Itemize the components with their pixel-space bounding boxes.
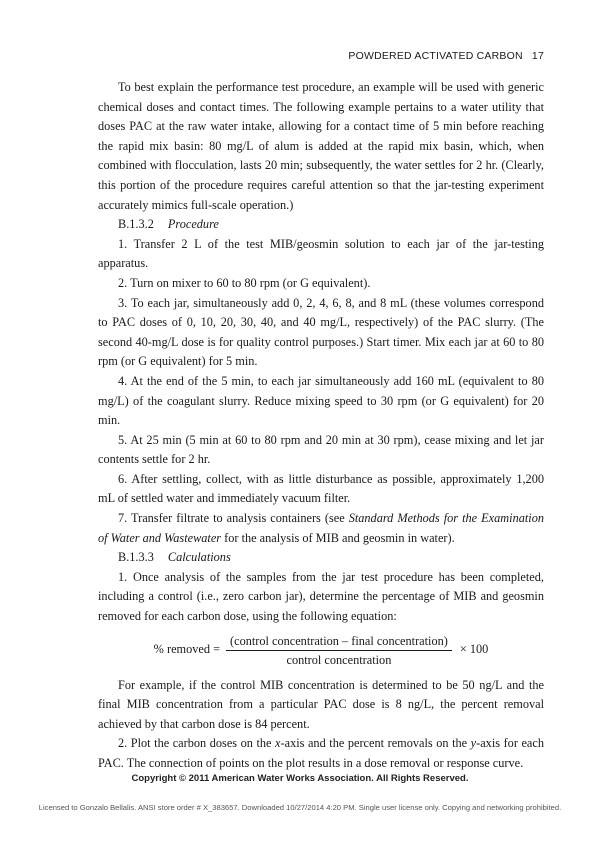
procedure-step-7 xyxy=(98,509,544,548)
procedure-step-3: 3. To each jar, simultaneously add 0, 2, 4, 6, 8, and 8 mL (these volumes correspond to PAC doses of 0, 10, 20, 30, 40, and 40 mg/L, respectively) of the PAC slurry. (The second 40-mg/L dose is for quality control purposes.) Start timer. Mix each jar at 60 to 80 rpm (or G equivalent) for 5 min. xyxy=(98,295,544,369)
procedure-heading xyxy=(98,215,544,235)
procedure-step-2: 2. Turn on mixer to 60 to 80 rpm (or G equivalent). xyxy=(118,275,371,290)
example-paragraph: For example, if the control MIB concentration is determined to be 50 ng/L and the final MIB concentration from a particular PAC dose is 8 ng/L, the percent removal achieved by that carbon dose is 84 percent. xyxy=(98,677,544,731)
running-title: POWDERED ACTIVATED CARBON xyxy=(348,50,523,62)
intro-paragraph: To best explain the performance test procedure, an example will be used with generic chemical doses and contact times. The following example pertains to a water utility that doses PAC at the raw water intake, allowing for a contact time of 5 min before reaching the rapid mix basin: 80 mg/L of alum is added at the rapid mix basin, which, when combined with flocculation, lasts 20 min; subsequently, the water settles for 2 hr. (Clearly, this portion of the procedure requires careful attention so that the jar-testing experiment accurately mimics full-scale operation.) xyxy=(98,80,544,212)
calculations-heading-number: B.1.3.3 xyxy=(118,550,154,565)
procedure-step-6: 6. After settling, collect, with as little disturbance as possible, approximately 1,200 mL of settled water and immediately vacuum filter. xyxy=(98,471,544,506)
standard-methods-title: Standard Methods for the Examination of Water and Wastewater xyxy=(98,511,544,545)
license-notice: Licensed to Gonzalo Bellalis. ANSI store order # X_383657. Downloaded 10/27/2014 4:20 PM. Single user license only. Copying and networking prohibited. xyxy=(38,803,562,812)
procedure-step-4: 4. At the end of the 5 min, to each jar simultaneously add 160 mL (equivalent to 80 mg/L) of the coagulant slurry. Reduce mixing speed to 30 rpm (or G equivalent) for 20 min. xyxy=(98,373,544,428)
running-header xyxy=(348,50,544,62)
equation-lhs: % removed = xyxy=(153,642,221,657)
copyright-notice: Copyright © 2011 American Water Works Association. All Rights Reserved. xyxy=(131,773,469,784)
calculations-heading xyxy=(98,548,544,568)
procedure-heading-title: Procedure xyxy=(167,217,219,232)
calc2-text-end: -axis for each PAC. The connection of points on the plot results in a dose removal or response curve. xyxy=(98,736,544,770)
equation-fraction xyxy=(226,633,452,668)
procedure-step-5: 5. At 25 min (5 min at 60 to 80 rpm and 20 min at 30 rpm), cease mixing and let jar contents settle for 2 hr. xyxy=(98,432,544,467)
procedure-heading-number: B.1.3.2 xyxy=(118,217,154,232)
body-text xyxy=(98,78,544,774)
calc2-text-middle: -axis and the percent removals on the xyxy=(280,736,471,751)
calculations-step-1: 1. Once analysis of the samples from the jar test procedure has been completed, including a control (i.e., zero carbon jar), determine the percentage of MIB and geosmin removed for each carbon dose, using the following equation: xyxy=(98,569,544,624)
calculations-heading-title: Calculations xyxy=(167,550,231,565)
x-axis-letter: x xyxy=(275,736,281,751)
equation-numerator: (control concentration – final concentration) xyxy=(226,633,452,651)
percent-removed-equation xyxy=(98,633,544,668)
page-number: 17 xyxy=(531,50,544,62)
y-axis-letter: y xyxy=(470,736,477,751)
calc2-text-start: 2. Plot the carbon doses on the xyxy=(118,736,276,751)
calculations-step-2 xyxy=(98,734,544,773)
step7-text-end: for the analysis of MIB and geosmin in water). xyxy=(221,530,455,545)
equation-denominator: control concentration xyxy=(286,652,392,667)
step7-text-start: 7. Transfer filtrate to analysis containers (see xyxy=(118,511,349,526)
procedure-step-1: 1. Transfer 2 L of the test MIB/geosmin solution to each jar of the jar-testing apparatus. xyxy=(98,236,544,271)
equation-multiplier: × 100 xyxy=(459,642,489,657)
